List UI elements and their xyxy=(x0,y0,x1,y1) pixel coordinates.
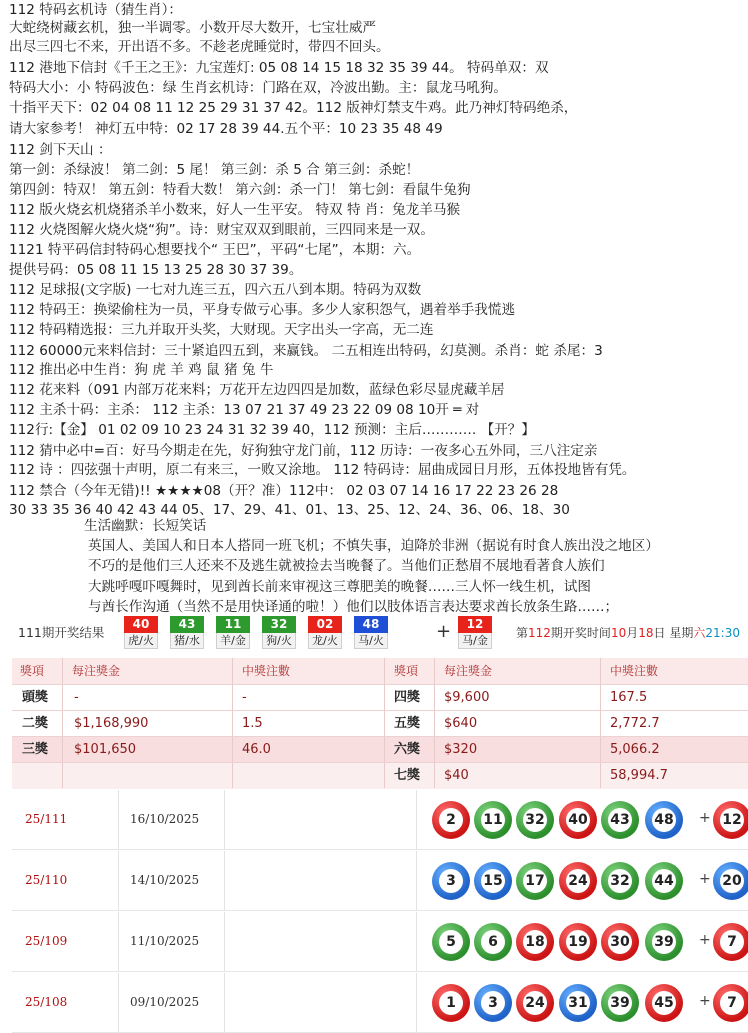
ball-number: 44 xyxy=(652,869,676,893)
ball-number: 2 xyxy=(439,808,463,832)
next-draw-time: 21:30 xyxy=(705,626,740,640)
ball-number: 7 xyxy=(720,930,744,954)
prize-winners: 5,066.2 xyxy=(610,742,660,757)
special-zodiac: 马/金 xyxy=(458,633,492,649)
next-draw-day: 18 xyxy=(638,626,654,640)
prize-name: 五獎 xyxy=(394,716,421,731)
plus-sign: + xyxy=(699,871,711,887)
poem-line: 第四剑：特双！ 第五剑：特看大数！ 第六剑：杀一门！ 第七剑：看鼠牛兔狗 xyxy=(9,182,471,198)
history-row xyxy=(0,851,748,911)
result-zodiac: 虎/火 xyxy=(124,633,158,649)
ball-number: 17 xyxy=(523,869,547,893)
result-tile xyxy=(262,616,296,648)
poem-line: 112 禁合（今年无错)!! ★★★★08（开？准）112中： 02 03 07 14 16 17 22 23 26 28 xyxy=(9,483,559,499)
ball-number: 18 xyxy=(523,930,547,954)
special-ball xyxy=(713,984,748,1022)
prize-name: 七獎 xyxy=(394,768,421,783)
poem-line: 大跳呼嘎吓嘎舞时，见到酋长前来审视这三尊肥美的晚餐……三人怀一线生机，试图 xyxy=(88,579,591,595)
history-column-divider xyxy=(224,912,225,972)
poem-line: 112 推出必中生肖：狗 虎 羊 鸡 鼠 猪 兔 牛 xyxy=(9,362,274,378)
ball-number: 12 xyxy=(720,808,744,832)
result-tile xyxy=(170,616,204,648)
result-tile xyxy=(124,616,158,648)
prize-table-divider xyxy=(12,736,748,737)
next-draw-month: 10 xyxy=(610,626,627,640)
history-column-divider xyxy=(118,790,119,850)
lottery-ball xyxy=(601,923,639,961)
prize-table-divider xyxy=(232,658,233,788)
prize-name: 二獎 xyxy=(22,716,49,731)
prize-table xyxy=(12,658,748,788)
lottery-ball xyxy=(645,801,683,839)
prize-table-divider xyxy=(384,658,385,788)
history-date: 09/10/2025 xyxy=(130,995,200,1009)
prize-amount: $40 xyxy=(444,768,469,783)
lottery-ball xyxy=(559,923,597,961)
poem-line: 生活幽默：长短笑话 xyxy=(84,518,207,534)
poem-line: 提供号码：05 08 11 15 13 25 28 30 37 39。 xyxy=(9,262,303,278)
special-ball xyxy=(713,801,748,839)
ball-number: 19 xyxy=(566,930,590,954)
result-number: 43 xyxy=(170,616,204,633)
lottery-ball xyxy=(432,923,470,961)
lottery-ball xyxy=(601,801,639,839)
lottery-ball xyxy=(432,862,470,900)
result-number: 40 xyxy=(124,616,158,633)
history-column-divider xyxy=(416,790,417,850)
prize-name: 三獎 xyxy=(22,742,49,757)
history-column-divider xyxy=(416,973,417,1033)
lottery-ball xyxy=(474,801,512,839)
prize-table-divider xyxy=(434,658,435,788)
prize-table-header-cell: 每注獎金 xyxy=(444,664,493,678)
ball-number: 48 xyxy=(652,808,676,832)
history-column-divider xyxy=(118,973,119,1033)
result-number: 32 xyxy=(262,616,296,633)
plus-sign: + xyxy=(436,621,452,642)
lottery-ball xyxy=(474,923,512,961)
prize-amount: $101,650 xyxy=(74,742,137,757)
ball-number: 20 xyxy=(720,869,744,893)
prize-table-divider xyxy=(12,710,748,711)
lottery-ball xyxy=(645,984,683,1022)
poem-line: 112 特码王：换梁偷柱为一员，平身专做亏心事。多少人家积怨气，遇着举手我慌逃 xyxy=(9,302,516,318)
history-column-divider xyxy=(416,851,417,911)
prize-name: 四獎 xyxy=(394,690,421,705)
result-zodiac: 羊/金 xyxy=(216,633,250,649)
result-tile xyxy=(308,616,342,648)
lottery-ball xyxy=(601,862,639,900)
lottery-ball xyxy=(559,984,597,1022)
ball-number: 24 xyxy=(566,869,590,893)
prize-table-divider xyxy=(12,762,748,763)
prize-amount: $640 xyxy=(444,716,478,731)
poem-line: 112 版火烧玄机烧猪杀羊小数来，好人一生平安。 特双 特 肖：兔龙羊马猴 xyxy=(9,202,461,218)
poem-line: 112 花来料（091 内部万花来料；万花开左边四四是加数，蓝绿色彩尽显虎藏羊居 xyxy=(9,382,505,398)
ball-number: 45 xyxy=(652,991,676,1015)
poem-line: 1121 特平码信封特码心想要找个“ 王巴”，平码“七尾”，本期：六。 xyxy=(9,242,421,258)
plus-sign: + xyxy=(699,993,711,1009)
prize-table-header-cell: 中獎注數 xyxy=(610,664,659,678)
ball-number: 30 xyxy=(608,930,632,954)
poem-line: 与酋长作沟通（当然不是用快译通的啦！）他们以肢体语言表达要求酋长放条生路……； xyxy=(88,599,619,615)
prize-winners: 167.5 xyxy=(610,690,648,705)
history-column-divider xyxy=(224,790,225,850)
poem-line: 112 特码玄机诗（猜生肖）： xyxy=(9,2,182,18)
history-row xyxy=(0,973,748,1033)
ball-number: 32 xyxy=(608,869,632,893)
prize-amount: $1,168,990 xyxy=(74,716,149,731)
ball-number: 32 xyxy=(523,808,547,832)
ball-number: 3 xyxy=(481,991,505,1015)
result-tile xyxy=(354,616,388,648)
special-ball xyxy=(713,923,748,961)
prize-table-divider xyxy=(12,684,748,685)
poem-line: 112 60000元来料信封：三十紧追四五到，来赢钱。 二五相连出特码，幻莫测。杀肖：蛇 杀尾：3 xyxy=(9,343,603,359)
prize-name: 頭獎 xyxy=(22,690,49,705)
ball-number: 6 xyxy=(481,930,505,954)
poem-line: 112 港地下信封《千王之王》：九宝莲灯: 05 08 14 15 18 32 35 39 44。 特码单双：双 xyxy=(9,60,549,76)
lottery-ball xyxy=(474,862,512,900)
special-result-tile xyxy=(458,616,492,648)
ball-number: 3 xyxy=(439,869,463,893)
history-issue: 25/108 xyxy=(25,995,68,1009)
prize-winners: 46.0 xyxy=(242,742,271,757)
prize-table-header-cell: 獎項 xyxy=(394,664,419,678)
history-row xyxy=(0,912,748,972)
history-issue: 25/109 xyxy=(25,934,68,948)
draw-history-list xyxy=(0,790,748,1033)
ball-number: 11 xyxy=(481,808,505,832)
poem-line: 不巧的是他们三人还来不及逃生就被捡去当晚餐了。当他们正愁眉不展地看著食人族们 xyxy=(88,558,605,574)
lottery-ball xyxy=(645,862,683,900)
plus-sign: + xyxy=(699,810,711,826)
history-issue: 25/111 xyxy=(25,812,68,826)
prize-table-divider xyxy=(600,658,601,788)
special-number: 12 xyxy=(458,616,492,633)
poem-line: 112 猜中必中=百：好马今期走在先，好狗独守龙门前，112 历诗：一夜多心五外同，三八注定亲 xyxy=(9,443,598,459)
latest-results-bar xyxy=(0,614,748,650)
plus-sign: + xyxy=(699,932,711,948)
result-zodiac: 龙/火 xyxy=(308,633,342,649)
poem-line: 30 33 35 36 40 42 43 44 05、17、29、41、01、13、25、12、24、36、06、18、30 xyxy=(9,502,570,518)
poem-line: 大蛇绕树藏玄机，独一半调零。小数开尽大数开，七宝壮威严 xyxy=(9,20,377,36)
prize-table-divider xyxy=(62,658,63,788)
poem-line: 112 主杀十码：主杀： 112 主杀：13 07 21 37 49 23 22 09 08 10开 ═ 对 xyxy=(9,402,480,418)
poem-line: 特码大小：小 特码波色：绿 生肖玄机诗：门路在双，冷波出勤。主：鼠龙马吼狗。 xyxy=(9,80,508,96)
history-row xyxy=(0,790,748,850)
lottery-ball xyxy=(559,862,597,900)
ball-number: 43 xyxy=(608,808,632,832)
prize-amount: - xyxy=(74,690,79,705)
prize-winners: 58,994.7 xyxy=(610,768,668,783)
history-column-divider xyxy=(118,851,119,911)
lottery-ball xyxy=(645,923,683,961)
result-number: 11 xyxy=(216,616,250,633)
poem-line: 112 足球报(文字版) 一七对九连三五，四六五八到本期。特码为双数 xyxy=(9,282,422,298)
prize-table-header-cell: 中獎注數 xyxy=(242,664,291,678)
prize-winners: 2,772.7 xyxy=(610,716,660,731)
prize-winners: 1.5 xyxy=(242,716,263,731)
history-column-divider xyxy=(416,912,417,972)
poem-line: 英国人、美国人和日本人搭同一班飞机；不慎失事，迫降於非洲（据说有时食人族出没之地区） xyxy=(88,538,659,554)
prize-amount: $9,600 xyxy=(444,690,490,705)
lottery-ball xyxy=(601,984,639,1022)
result-zodiac: 狗/火 xyxy=(262,633,296,649)
poem-line: 112 剑下天山 ： xyxy=(9,142,112,158)
lottery-ball xyxy=(516,801,554,839)
poem-line: 请大家参考！ 神灯五中特：02 17 28 39 44.五个平：10 23 35 48 49 xyxy=(9,121,443,137)
lottery-ball xyxy=(516,923,554,961)
ball-number: 31 xyxy=(566,991,590,1015)
history-column-divider xyxy=(224,851,225,911)
results-label: 111期开奖结果 xyxy=(18,625,105,640)
poem-line: 112 特码精选报：三九并取开头奖，大财现。天字出头一字高，无二连 xyxy=(9,322,434,338)
lottery-ball xyxy=(516,984,554,1022)
lottery-ball xyxy=(474,984,512,1022)
result-number: 02 xyxy=(308,616,342,633)
prize-name: 六獎 xyxy=(394,742,421,757)
ball-number: 7 xyxy=(720,991,744,1015)
poem-line: 112行:【金】 01 02 09 10 23 24 31 32 39 40，112 预测：主后………… 【开？】 xyxy=(9,422,535,438)
result-zodiac: 猪/水 xyxy=(170,633,204,649)
ball-number: 39 xyxy=(608,991,632,1015)
history-column-divider xyxy=(118,912,119,972)
next-draw-info: 第112期开奖时间10月18日 星期六21:30 xyxy=(516,626,740,640)
history-column-divider xyxy=(224,973,225,1033)
ball-number: 24 xyxy=(523,991,547,1015)
lottery-ball xyxy=(432,984,470,1022)
next-draw-weekday: 六 xyxy=(693,626,706,640)
ball-number: 39 xyxy=(652,930,676,954)
result-tile xyxy=(216,616,250,648)
ball-number: 5 xyxy=(439,930,463,954)
poem-line: 112 火烧图解火烧火烧“狗”。诗：财宝双双到眼前，三四同来是一双。 xyxy=(9,222,434,238)
ball-number: 40 xyxy=(566,808,590,832)
prize-winners: - xyxy=(242,690,247,705)
next-issue-number: 112 xyxy=(528,626,551,640)
result-number: 48 xyxy=(354,616,388,633)
lottery-ball xyxy=(559,801,597,839)
prize-table-header-cell: 每注獎金 xyxy=(72,664,121,678)
poem-line: 第一剑：杀绿波！ 第二剑：5 尾！ 第三剑：杀 5 合 第三剑：杀蛇！ xyxy=(9,162,420,178)
special-ball xyxy=(713,862,748,900)
history-date: 14/10/2025 xyxy=(130,873,200,887)
poem-line: 十指平天下：02 04 08 11 12 25 29 31 37 42。112 版神灯禁支牛鸡。此乃神灯特码绝杀， xyxy=(9,100,578,116)
poem-line: 出尽三四七不来，开出语不多。不趁老虎睡觉时，带四不回头。 xyxy=(9,39,390,55)
poem-line: 112 诗 ：四弦强十声明，原二有来三，一败又涂地。 112 特码诗：屈曲成园日月形，五体投地皆有凭。 xyxy=(9,462,636,478)
ball-number: 15 xyxy=(481,869,505,893)
lottery-ball xyxy=(432,801,470,839)
prize-amount: $320 xyxy=(444,742,478,757)
history-date: 16/10/2025 xyxy=(130,812,200,826)
lottery-ball xyxy=(516,862,554,900)
history-issue: 25/110 xyxy=(25,873,68,887)
ball-number: 1 xyxy=(439,991,463,1015)
prize-table-header-cell: 獎項 xyxy=(20,664,45,678)
result-zodiac: 马/火 xyxy=(354,633,388,649)
history-date: 11/10/2025 xyxy=(130,934,200,948)
